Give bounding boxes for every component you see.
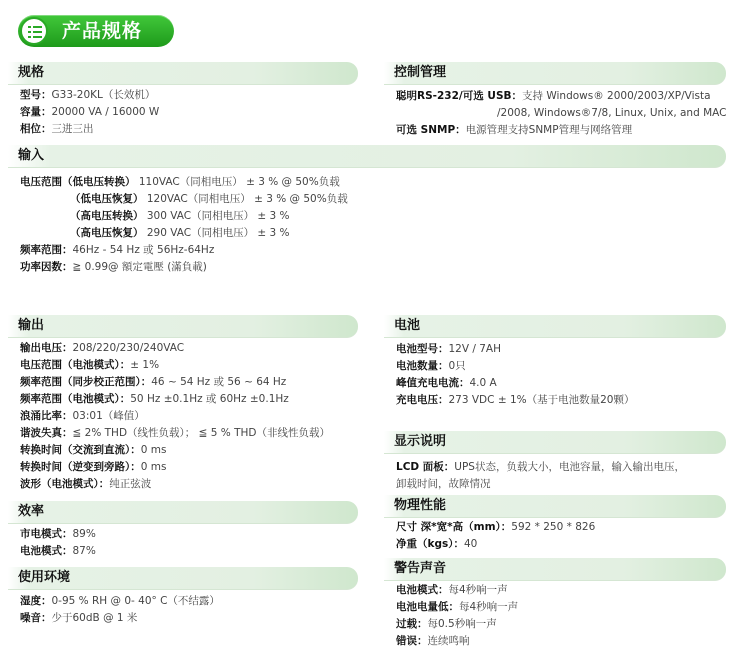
- section-header-battery: 电池: [384, 315, 726, 338]
- spec-row: 峰值充电电流：4.0 A: [396, 377, 497, 389]
- spec-row: （高电压恢复） 290 VAC（同相电压） ± 3 %: [70, 227, 290, 239]
- spec-row: 相位：三进三出: [20, 123, 94, 135]
- section-header-alarm: 警告声音: [384, 558, 726, 581]
- spec-row: 频率范围（电池模式）：50 Hz ±0.1Hz 或 60Hz ±0.1Hz: [20, 393, 289, 405]
- spec-row: 浪涌比率：03:01（峰值）: [20, 410, 145, 422]
- spec-row: 转换时间（逆变到旁路）：0 ms: [20, 461, 167, 473]
- spec-row: 电池电量低：每4秒响一声: [396, 601, 519, 613]
- spec-row: 频率范围（同步校正范围）：46 ~ 54 Hz 或 56 ~ 64 Hz: [20, 376, 287, 388]
- spec-row: （低电压恢复） 120VAC（同相电压） ± 3 % @ 50%负载: [70, 193, 348, 205]
- list-icon: [20, 17, 48, 45]
- section-header-output: 输出: [8, 315, 358, 338]
- spec-row: 净重（kgs）：40: [396, 538, 478, 550]
- spec-row: 电池模式：每4秒响一声: [396, 584, 508, 596]
- spec-row: /2008, Windows®7/8, Linux, Unix, and MAC: [497, 107, 727, 119]
- page-title: 产品规格: [62, 20, 143, 42]
- spec-row: 电池模式：87%: [20, 545, 96, 557]
- spec-row: 功率因数：≧ 0.99@ 額定電壓 (滿負載): [20, 261, 207, 273]
- spec-row: 电池型号：12V / 7AH: [396, 343, 502, 355]
- section-header-physical: 物理性能: [384, 495, 726, 518]
- spec-row: 容量：20000 VA / 16000 W: [20, 106, 160, 118]
- spec-row: 噪音：少于60dB @ 1 米: [20, 612, 138, 624]
- spec-row: 尺寸 深*宽*高（mm）：592 * 250 * 826: [396, 521, 596, 533]
- spec-row: 电压范围（电池模式）：± 1%: [20, 359, 160, 371]
- spec-row: 可选 SNMP：电源管理支持SNMP管理与网络管理: [396, 124, 633, 136]
- section-header-display: 显示说明: [384, 431, 726, 454]
- spec-row: 波形（电池模式）：纯正弦波: [20, 478, 152, 490]
- spec-row: LCD 面板：UPS状态，负载大小，电池容量，输入输出电压，: [396, 461, 685, 473]
- section-header-control: 控制管理: [384, 62, 726, 85]
- spec-row: 频率范围：46Hz - 54 Hz 或 56Hz-64Hz: [20, 244, 215, 256]
- spec-row: 充电电压：273 VDC ± 1%（基于电池数量20颗）: [396, 394, 635, 406]
- section-header-environment: 使用环境: [8, 567, 358, 590]
- spec-row: 电压范围（低电压转换） 110VAC（同相电压） ± 3 % @ 50%负载: [20, 176, 340, 188]
- spec-row: 型号：G33-20KL（长效机）: [20, 89, 156, 101]
- spec-row: 聪明RS-232/可选 USB：支持 Windows® 2000/2003/XP/Vista: [396, 90, 711, 102]
- spec-row: 市电模式：89%: [20, 528, 96, 540]
- spec-row: 过载：每0.5秒响一声: [396, 618, 497, 630]
- spec-row: 输出电压：208/220/230/240VAC: [20, 342, 185, 354]
- section-header-efficiency: 效率: [8, 501, 358, 524]
- spec-row: 湿度：0-95 % RH @ 0- 40° C（不结露）: [20, 595, 220, 607]
- spec-row: 电池数量：0只: [396, 360, 466, 372]
- spec-row: （高电压转换） 300 VAC（同相电压） ± 3 %: [70, 210, 290, 222]
- page-title-banner: [18, 15, 174, 47]
- section-header-input: 输入: [8, 145, 726, 168]
- spec-row: 卸载时间，故障情况: [396, 478, 491, 490]
- spec-row: 转换时间（交流到直流）：0 ms: [20, 444, 167, 456]
- spec-row: 错误：连续鸣响: [396, 635, 470, 647]
- spec-row: 谐波失真：≦ 2% THD（线性负载）； ≦ 5 % THD（非线性负载）: [20, 427, 330, 439]
- section-header-specs: 规格: [8, 62, 358, 85]
